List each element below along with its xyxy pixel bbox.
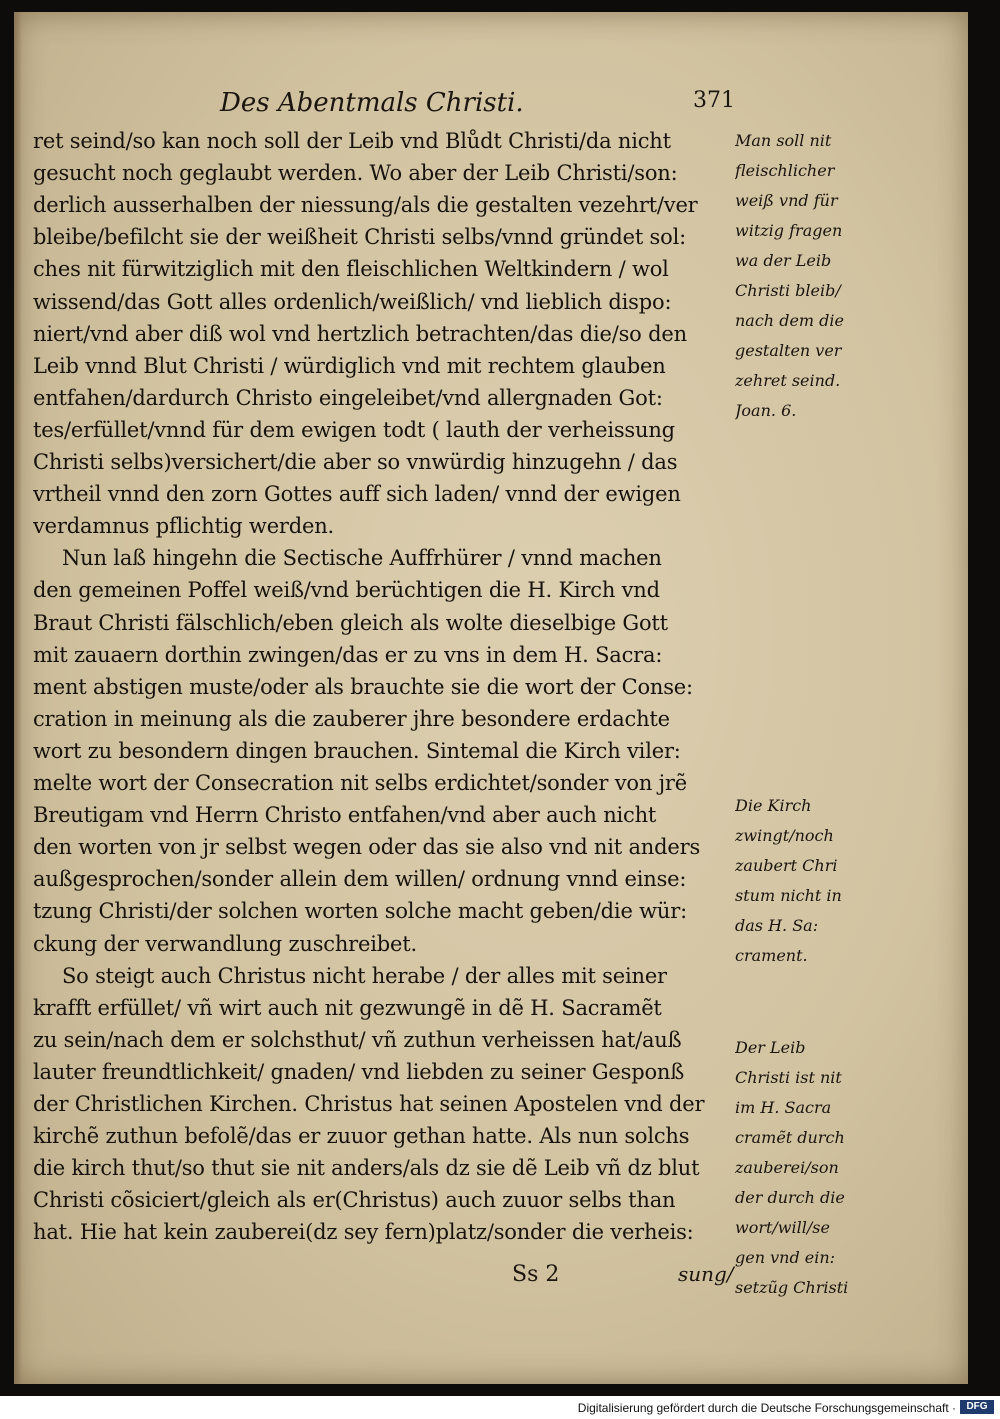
text-line: entfahen/dardurch Christo eingeleibet/vnd allergnaden Got: bbox=[33, 385, 663, 410]
margin-note-line: Christi bleib/ bbox=[735, 281, 841, 300]
text-line: die kirch thut/so thut sie nit anders/als dz sie dẽ Leib vñ dz blut bbox=[33, 1156, 700, 1181]
margin-note-line: gestalten ver bbox=[735, 341, 842, 360]
text-line: hat. Hie hat kein zauberei(dz sey fern)platz/sonder die verheis: bbox=[33, 1220, 694, 1245]
margin-note-line: zehret seind. bbox=[735, 371, 841, 390]
text-line: cration in meinung als die zauberer jhre besondere erdachte bbox=[33, 706, 670, 731]
text-line: mit zauaern dorthin zwingen/das er zu vns in dem H. Sacra: bbox=[33, 642, 663, 667]
margin-note-line: das H. Sa: bbox=[735, 916, 819, 935]
margin-note-line: Die Kirch bbox=[735, 796, 812, 815]
margin-note-line: setzũg Christi bbox=[735, 1278, 849, 1297]
text-line: gesucht noch geglaubt werden. Wo aber der Leib Christi/son: bbox=[33, 161, 678, 186]
text-line: tes/erfüllet/vnnd für dem ewigen todt ( lauth der verheissung bbox=[33, 417, 675, 442]
margin-note-line: stum nicht in bbox=[735, 886, 842, 905]
text-line: den gemeinen Poffel weiß/vnd berüchtigen die H. Kirch vnd bbox=[33, 578, 660, 603]
text-line: Christi cõsiciert/gleich als er(Christus) auch zuuor selbs than bbox=[33, 1188, 676, 1213]
text-line: Christi selbs)versichert/die aber so vnwürdig hinzugehn / das bbox=[33, 450, 678, 474]
margin-note-line: wa der Leib bbox=[735, 251, 832, 270]
margin-note-line: nach dem die bbox=[735, 311, 844, 330]
margin-note-line: gen vnd ein: bbox=[735, 1248, 836, 1267]
text-line: außgesprochen/sonder allein dem willen/ ordnung vnnd einse: bbox=[33, 867, 687, 892]
text-line: den worten von jr selbst wegen oder das sie also vnd nit anders bbox=[33, 835, 701, 860]
digitization-note: Digitalisierung gefördert durch die Deutsche Forschungsgemeinschaft · bbox=[577, 1401, 956, 1415]
text-line: ckung der verwandlung zuschreibet. bbox=[33, 931, 417, 956]
text-line: ment abstigen muste/oder als brauchte sie die wort der Conse: bbox=[33, 674, 693, 699]
text-line: kirchẽ zuthun befolẽ/das er zuuor gethan hatte. Als nun solchs bbox=[33, 1124, 690, 1149]
text-line: der Christlichen Kirchen. Christus hat seinen Apostelen vnd der bbox=[33, 1092, 705, 1116]
text-line: So steigt auch Christus nicht herabe / der alles mit seiner bbox=[62, 963, 667, 988]
margin-note-line: weiß vnd für bbox=[735, 191, 838, 210]
text-line: ret seind/so kan noch soll der Leib vnd Blůdt Christi/da nicht bbox=[33, 129, 671, 153]
catchword: sung/ bbox=[678, 1262, 734, 1286]
text-line: zu sein/nach dem er solchsthut/ vñ zuthun verheissen hat/auß bbox=[33, 1027, 682, 1052]
signature-mark: Ss 2 bbox=[512, 1262, 560, 1287]
margin-note-line: im H. Sacra bbox=[735, 1098, 832, 1117]
digitization-footer bbox=[0, 1398, 1000, 1419]
text-line: bleibe/befilcht sie der weißheit Christi selbs/vnnd gründet sol: bbox=[33, 225, 686, 250]
folio-number: 371 bbox=[693, 88, 735, 113]
text-line: niert/vnd aber diß wol vnd hertzlich betrachten/das die/so den bbox=[33, 321, 687, 346]
text-line: derlich ausserhalben der niessung/als die gestalten vezehrt/ver bbox=[33, 193, 698, 218]
text-line: verdamnus pflichtig werden. bbox=[33, 514, 335, 539]
margin-note-line: zaubert Chri bbox=[735, 856, 838, 875]
text-line: krafft erfüllet/ vñ wirt auch nit gezwungẽ in dẽ H. Sacramẽt bbox=[33, 995, 662, 1020]
margin-note-line: wort/will/se bbox=[735, 1218, 830, 1237]
text-line: tzung Christi/der solchen worten solche macht geben/die wür: bbox=[33, 899, 687, 924]
text-line: Nun laß hingehn die Sectische Auffrhürer / vnnd machen bbox=[62, 546, 662, 571]
text-line: lauter freundtlichkeit/ gnaden/ vnd liebden zu seiner Gesponß bbox=[33, 1059, 685, 1084]
margin-note-line: Joan. 6. bbox=[735, 401, 797, 420]
margin-note-line: Der Leib bbox=[735, 1038, 806, 1057]
text-line: wissend/das Gott alles ordenlich/weißlich/ vnd lieblich dispo: bbox=[33, 289, 672, 314]
page-gutter-shadow bbox=[14, 12, 22, 1384]
text-line: Braut Christi fälschlich/eben gleich als wolte dieselbige Gott bbox=[33, 610, 668, 635]
margin-note-line: witzig fragen bbox=[735, 221, 843, 240]
text-line: vrtheil vnnd den zorn Gottes auff sich laden/ vnnd der ewigen bbox=[33, 482, 681, 507]
margin-note-line: fleischlicher bbox=[735, 161, 835, 180]
text-line: Breutigam vnd Herrn Christo entfahen/vnd aber auch nicht bbox=[33, 803, 657, 828]
text-line: melte wort der Consecration nit selbs erdichtet/sonder von jrẽ bbox=[33, 771, 687, 795]
margin-note-line: Christi ist nit bbox=[735, 1068, 842, 1087]
running-title: Des Abentmals Christi. bbox=[220, 88, 524, 118]
margin-note-line: zwingt/noch bbox=[735, 826, 834, 845]
margin-note-line: Man soll nit bbox=[735, 131, 832, 150]
margin-note-line: zauberei/son bbox=[735, 1158, 839, 1177]
dfg-logo: DFG bbox=[960, 1400, 994, 1414]
text-line: ches nit fürwitziglich mit den fleischlichen Weltkindern / wol bbox=[33, 257, 669, 282]
margin-note-line: cramẽt durch bbox=[735, 1128, 845, 1147]
margin-note-line: crament. bbox=[735, 946, 808, 965]
text-line: wort zu besondern dingen brauchen. Sintemal die Kirch viler: bbox=[33, 738, 681, 763]
margin-note-line: der durch die bbox=[735, 1188, 845, 1207]
text-line: Leib vnnd Blut Christi / würdiglich vnd mit rechtem glauben bbox=[33, 353, 666, 378]
